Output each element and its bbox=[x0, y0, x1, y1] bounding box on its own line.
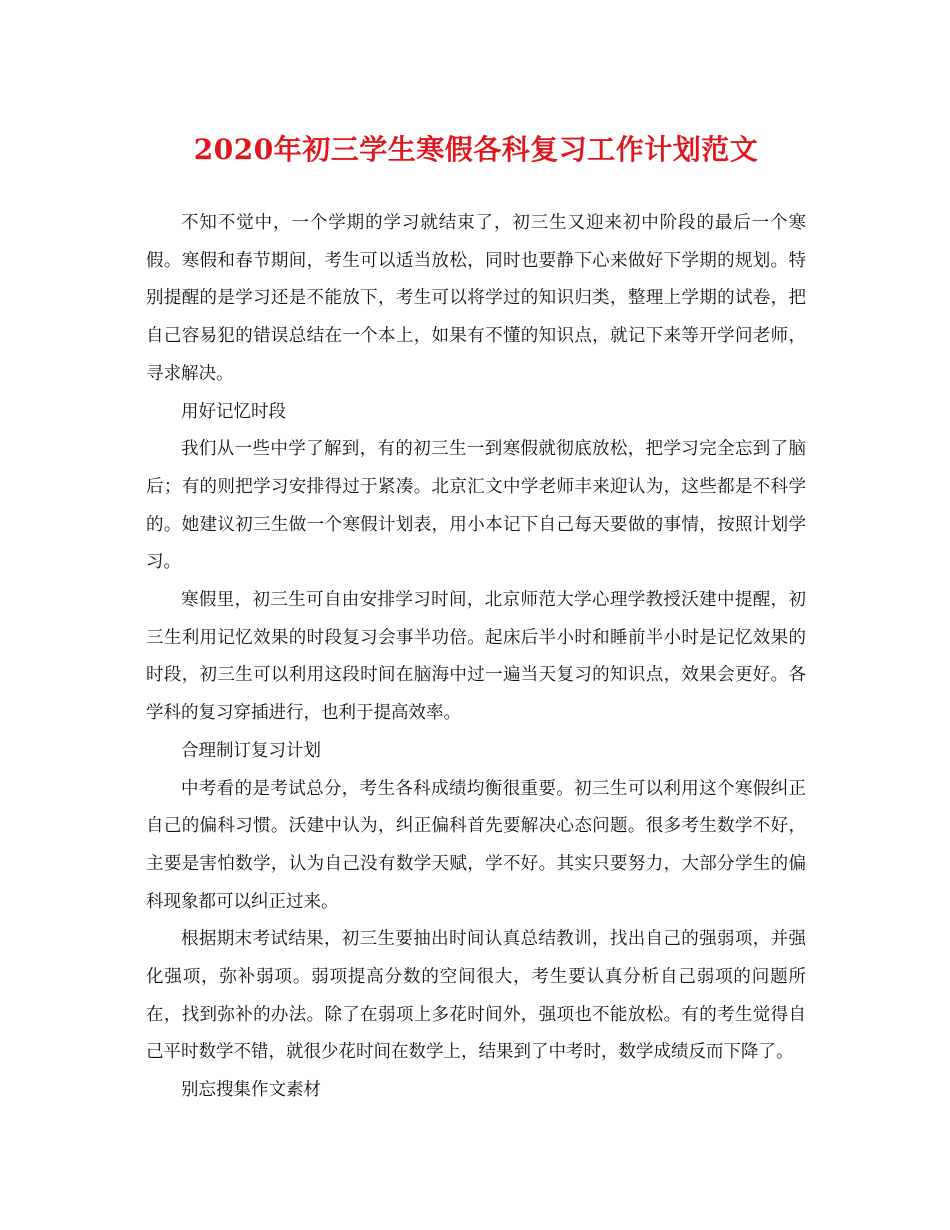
section-heading-essay: 别忘搜集作文素材 bbox=[181, 1080, 321, 1101]
paragraph-intro: 不知不觉中，一个学期的学习就结束了，初三生又迎来初中阶段的最后一个寒假。寒假和春节期间，考生可以适当放松，同时也要静下心来做好下学期的规划。特别提醒的是学习还是不能放下，考生可以将学过的知识归类，整理上学期的试卷，把自己容易犯的错误总结在一个本上，如果有不懂的知识点，就记下来等开学问老师，寻求解决。 bbox=[146, 213, 806, 384]
document-title: 2020年初三学生寒假各科复习工作计划范文 bbox=[193, 133, 759, 166]
paragraph-memory-2: 寒假里，初三生可自由安排学习时间，北京师范大学心理学教授沃建中提醒，初三生利用记忆效果的时段复习会事半功倍。起床后半小时和睡前半小时是记忆效果的时段，初三生可以利用这段时间在脑海中过一遍当天复习的知识点，效果会更好。各学科的复习穿插进行，也利于提高效率。 bbox=[146, 590, 806, 724]
document-body bbox=[146, 205, 806, 1110]
paragraph-plan-2: 根据期末考试结果，初三生要抽出时间认真总结教训，找出自己的强弱项，并强化强项，弥补弱项。弱项提高分数的空间很大，考生要认真分析自己弱项的问题所在，找到弥补的办法。除了在弱项上多花时间外，强项也不能放松。有的考生觉得自己平时数学不错，就很少花时间在数学上，结果到了中考时，数学成绩反而下降了。 bbox=[146, 929, 806, 1063]
section-heading-plan: 合理制订复习计划 bbox=[181, 740, 321, 761]
paragraph-plan-1: 中考看的是考试总分，考生各科成绩均衡很重要。初三生可以利用这个寒假纠正自己的偏科习惯。沃建中认为，纠正偏科首先要解决心态问题。很多考生数学不好，主要是害怕数学，认为自己没有数学天赋，学不好。其实只要努力，大部分学生的偏科现象都可以纠正过来。 bbox=[146, 778, 806, 912]
section-heading-memory: 用好记忆时段 bbox=[181, 401, 286, 422]
paragraph-memory-1: 我们从一些中学了解到，有的初三生一到寒假就彻底放松，把学习完全忘到了脑后；有的则把学习安排得过于紧凑。北京汇文中学老师丰来迎认为，这些都是不科学的。她建议初三生做一个寒假计划表，用小本记下自己每天要做的事情，按照计划学习。 bbox=[146, 439, 806, 573]
